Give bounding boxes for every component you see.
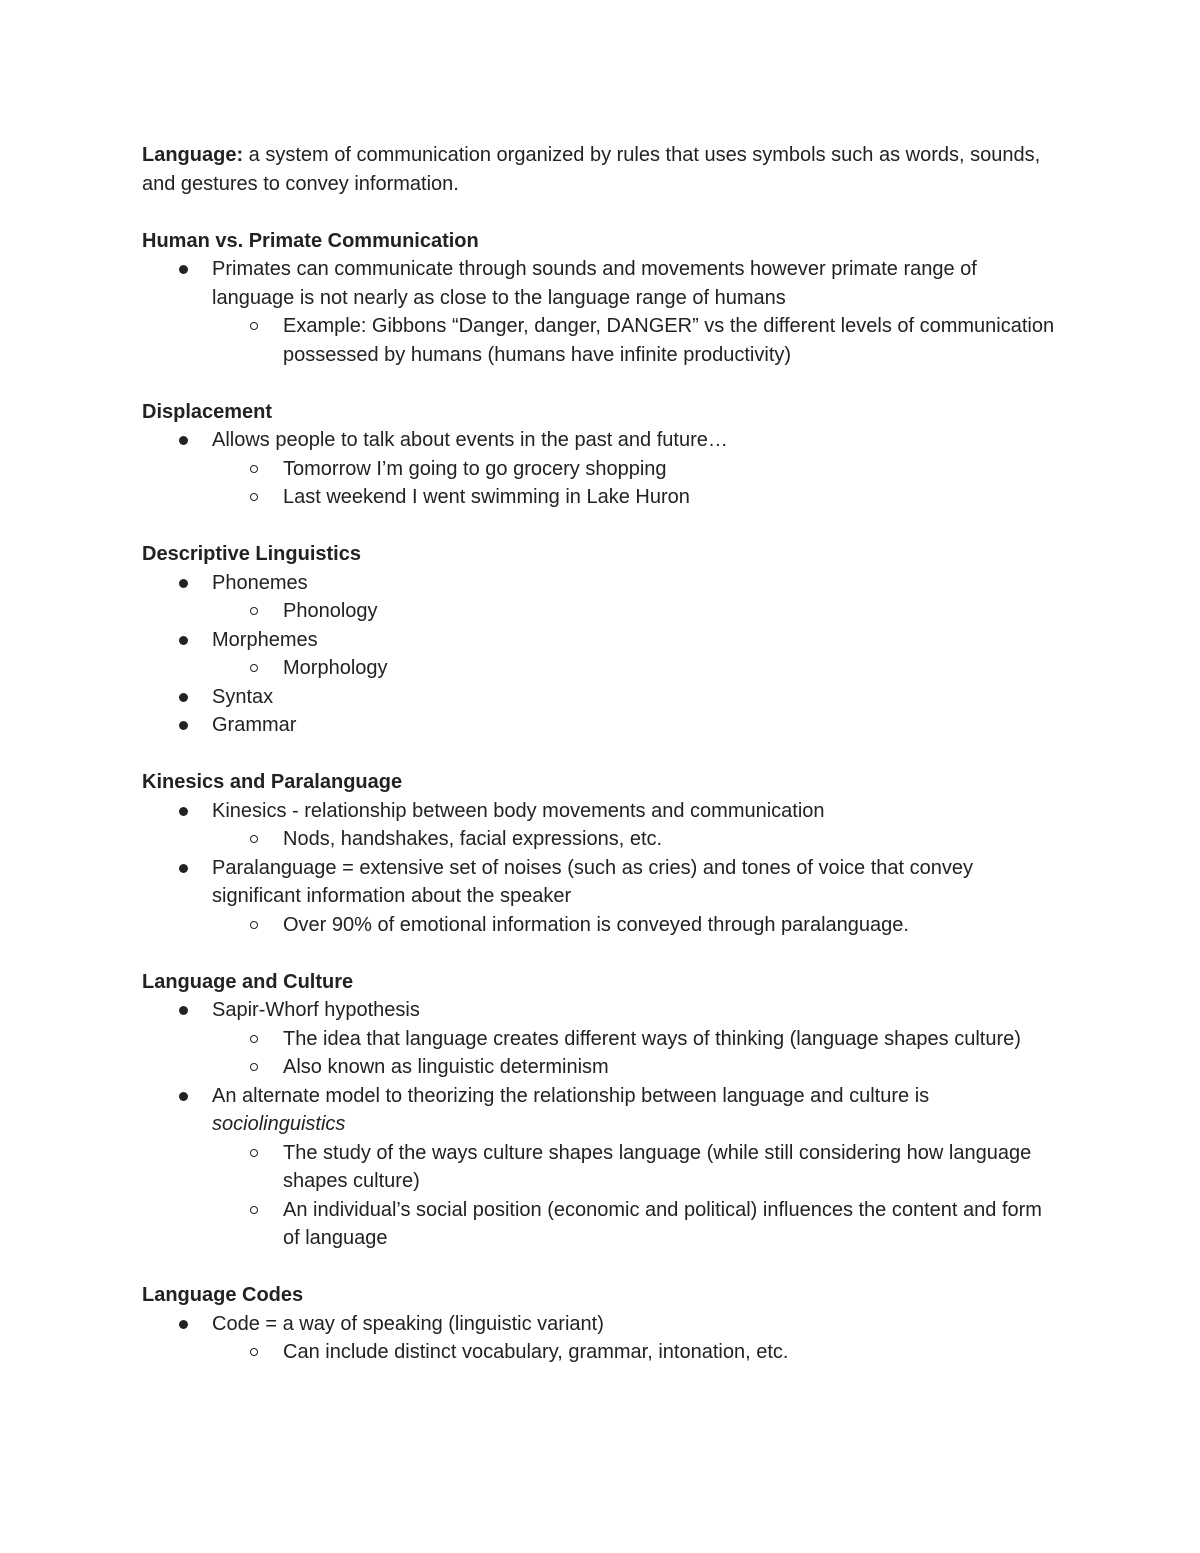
sub-list-item [283,911,1062,940]
section-heading: Kinesics and Paralanguage [142,771,403,793]
list-item-text: Sapir-Whorf hypothesis [212,999,420,1021]
list-item-text: Morphemes [212,628,318,651]
sub-list-item-text: Phonology [283,600,378,622]
section-heading: Displacement [142,400,273,423]
sub-list-item-text: Morphology [283,657,388,679]
section-human-vs-primate [142,227,1062,370]
sub-list-item [283,312,1062,369]
bullet-circle-icon [250,322,258,330]
section-heading: Language Codes [142,1284,304,1306]
sub-bullet-list [212,654,1062,683]
bullet-dot-icon [179,1320,188,1329]
sub-bullet-list [212,911,1062,940]
list-item-text: Allows people to talk about events in the past and future… [212,429,728,451]
list-item-text: Primates can communicate through sounds and movements however primate range of language is not nearly as close to the language range of humans [212,258,977,309]
sub-bullet-list [212,1025,1062,1082]
intro-definition: a system of communication organized by rules that uses symbols such as words, sounds, and gestures to convey information. [142,144,1041,195]
bullet-dot-icon [179,1006,188,1015]
list-item [212,255,1062,369]
section-heading: Descriptive Linguistics [142,543,361,565]
bullet-dot-icon [179,636,188,645]
list-item [212,626,1062,683]
bullet-circle-icon [250,607,258,615]
bullet-circle-icon [250,921,258,929]
sub-list-item [283,1338,1062,1367]
list-item-text: Kinesics - relationship between body movements and communication [212,799,825,822]
bullet-list [142,1310,1062,1367]
sub-list-item-text: An individual’s social position (economic and political) influences the content and form of language [283,1198,1042,1249]
italic-term: sociolinguistics [212,1113,346,1135]
sub-list-item-text: Also known as linguistic determinism [283,1056,609,1078]
sub-list-item-text: Nods, handshakes, facial expressions, etc. [283,828,663,850]
sub-list-item [283,1025,1062,1054]
sub-list-item [283,597,1062,626]
bullet-list [142,996,1062,1253]
document-page [142,141,1062,1367]
sub-list-item-text: The idea that language creates different ways of thinking (language shapes culture) [283,1027,1021,1050]
bullet-circle-icon [250,1348,258,1356]
bullet-dot-icon [179,864,188,873]
sub-list-item-text: Last weekend I went swimming in Lake Huron [283,486,690,508]
sub-bullet-list [212,1338,1062,1367]
list-item-text: Code = a way of speaking (linguistic variant) [212,1312,604,1335]
bullet-list [142,255,1062,369]
sub-list-item [283,1139,1062,1196]
bullet-list [142,797,1062,940]
section-displacement [142,398,1062,512]
list-item [212,711,1062,740]
section-language-codes [142,1281,1062,1367]
bullet-dot-icon [179,721,188,730]
section-kinesics-paralanguage [142,768,1062,939]
bullet-circle-icon [250,1149,258,1157]
sub-list-item [283,483,1062,512]
bullet-dot-icon [179,579,188,588]
list-item-text: Syntax [212,685,274,708]
sub-list-item-text: Example: Gibbons “Danger, danger, DANGER” vs the different levels of communication possessed by humans (humans have infinite productivity) [283,315,1055,366]
sub-bullet-list [212,597,1062,626]
sub-bullet-list [212,825,1062,854]
bullet-circle-icon [250,1206,258,1214]
bullet-circle-icon [250,664,258,672]
sub-list-item [283,654,1062,683]
bullet-dot-icon [179,436,188,445]
sub-bullet-list [212,312,1062,369]
list-item [212,1082,1062,1253]
sub-list-item-text: The study of the ways culture shapes language (while still considering how language shapes culture) [283,1141,1032,1192]
list-item [212,797,1062,854]
bullet-dot-icon [179,693,188,702]
list-item [212,996,1062,1082]
bullet-circle-icon [250,493,258,501]
list-item [212,683,1062,712]
section-descriptive-linguistics [142,540,1062,740]
section-heading: Human vs. Primate Communication [142,229,479,252]
bullet-circle-icon [250,465,258,473]
section-language-culture [142,968,1062,1253]
sub-list-item [283,455,1062,484]
bullet-dot-icon [179,1092,188,1101]
sub-bullet-list [212,455,1062,512]
sub-bullet-list [212,1139,1062,1253]
list-item-text: Paralanguage = extensive set of noises (such as cries) and tones of voice that convey significant information about the speaker [212,856,973,907]
intro-paragraph [142,141,1062,198]
bullet-dot-icon [179,807,188,816]
list-item [212,854,1062,940]
sub-list-item-text: Over 90% of emotional information is conveyed through paralanguage. [283,913,909,936]
sub-list-item-text: Can include distinct vocabulary, grammar, intonation, etc. [283,1341,789,1363]
sub-list-item [283,1196,1062,1253]
list-item [212,426,1062,512]
bullet-circle-icon [250,835,258,843]
bullet-list [142,426,1062,512]
bullet-dot-icon [179,265,188,274]
list-item [212,569,1062,626]
list-item-text: An alternate model to theorizing the relationship between language and culture is [212,1084,930,1107]
section-heading: Language and Culture [142,970,354,993]
bullet-circle-icon [250,1063,258,1071]
bullet-list [142,569,1062,740]
intro-term: Language: [142,144,244,166]
sub-list-item [283,1053,1062,1082]
sub-list-item [283,825,1062,854]
sub-list-item-text: Tomorrow I’m going to go grocery shopping [283,457,667,480]
list-item [212,1310,1062,1367]
bullet-circle-icon [250,1035,258,1043]
list-item-text: Grammar [212,714,297,736]
list-item-text: Phonemes [212,571,308,594]
